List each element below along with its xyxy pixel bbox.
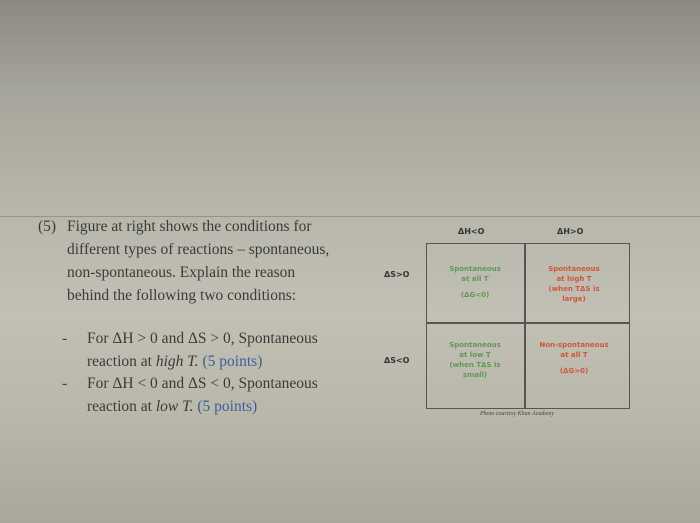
question-block: [38, 215, 378, 307]
bullet-dash: -: [62, 330, 68, 347]
condition-text: For ΔH > 0 and ΔS > 0, Spontaneous: [87, 330, 318, 347]
column-header-dh-positive: ΔH>O: [557, 227, 584, 236]
bullet-dash: -: [62, 375, 68, 392]
question-line: different types of reactions – spontaneous,: [67, 241, 330, 258]
cell-bottom-right: Non-spontaneous at all T (ΔG>0): [539, 341, 609, 375]
condition-temperature: low T.: [155, 397, 194, 415]
cell-top-right: Spontaneous at high T (when TΔS is large): [548, 265, 600, 303]
question-line: non-spontaneous. Explain the reason: [67, 264, 296, 281]
conditions-list: [62, 328, 392, 418]
points-label: (5 points): [197, 397, 258, 415]
cell-bottom-left: Spontaneous at low T (when TΔS is small): [449, 341, 501, 379]
row-header-ds-negative: ΔS<O: [384, 356, 410, 365]
thermodynamics-grid: [426, 243, 630, 409]
photo-credit: Photo courtesy Khan Academy: [480, 411, 555, 417]
row-header-ds-positive: ΔS>O: [384, 270, 410, 279]
question-line: behind the following two conditions:: [67, 287, 297, 304]
condition-text: For ΔH < 0 and ΔS < 0, Spontaneous: [87, 375, 318, 392]
cell-top-left: Spontaneous at all T (ΔG<0): [449, 265, 501, 299]
condition-text: reaction at: [87, 397, 156, 415]
question-line: Figure at right shows the conditions for: [67, 218, 312, 235]
condition-item: [62, 328, 392, 373]
condition-temperature: high T.: [155, 352, 199, 370]
question-number: (5): [38, 218, 57, 235]
condition-text: reaction at: [87, 352, 156, 370]
column-header-dh-negative: ΔH<O: [458, 227, 485, 236]
condition-item: [62, 373, 392, 418]
points-label: (5 points): [202, 352, 263, 370]
grid-divider-horizontal: [427, 322, 629, 324]
